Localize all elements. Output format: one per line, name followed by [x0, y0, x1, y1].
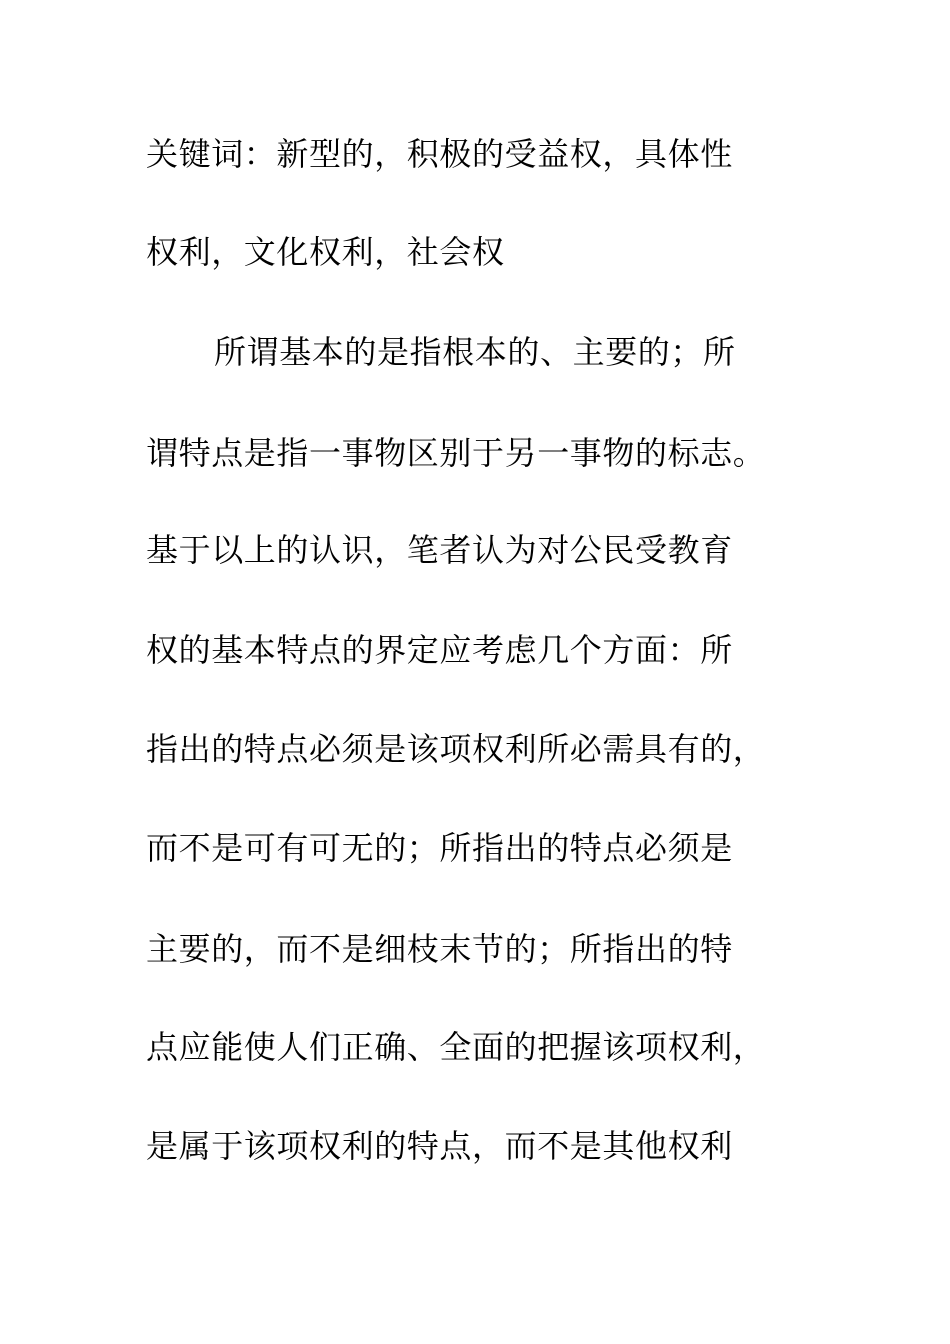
keywords-line-1: 关键词：新型的，积极的受益权，具体性	[146, 135, 733, 173]
paragraph-line: 谓特点是指一事物区别于另一事物的标志。	[146, 434, 766, 472]
paragraph-line: 点应能使人们正确、全面的把握该项权利，	[146, 1028, 766, 1066]
paragraph-line: 权的基本特点的界定应考虑几个方面：所	[146, 631, 733, 669]
paragraph-line: 而不是可有可无的；所指出的特点必须是	[146, 829, 733, 867]
paragraph-line: 是属于该项权利的特点，而不是其他权利	[146, 1127, 733, 1165]
keywords-line-2: 权利，文化权利，社会权	[146, 233, 505, 271]
paragraph-line: 基于以上的认识，笔者认为对公民受教育	[146, 531, 733, 569]
paragraph-line: 指出的特点必须是该项权利所必需具有的，	[146, 730, 766, 768]
paragraph-line: 主要的，而不是细枝末节的；所指出的特	[146, 930, 733, 968]
paragraph-line: 所谓基本的是指根本的、主要的；所	[214, 333, 736, 371]
